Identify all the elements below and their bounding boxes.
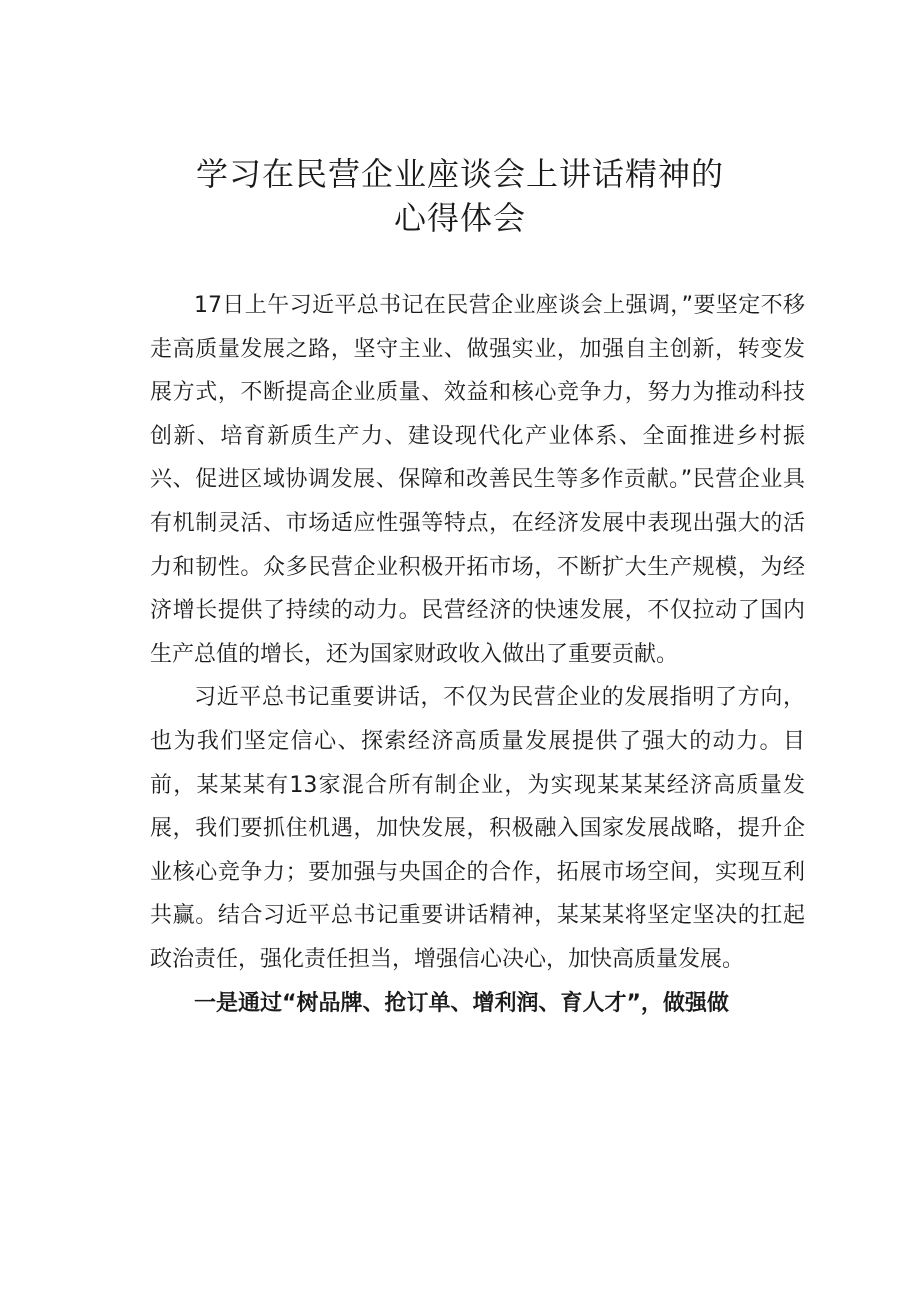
paragraph-1: 17日上午习近平总书记在民营企业座谈会上强调，”要坚定不移走高质量发展之路，坚守主业、做强实业，加强自主创新，转变发展方式，不断提高企业质量、效益和核心竞争力，努力为推动科技创新、培育新质生产力、建设现代化产业体系、全面推进乡村振兴、促进区域协调发展、保障和改善民生等多作贡献。”民营企业具有机制灵活、市场适应性强等特点，在经济发展中表现出强大的活力和韧性。众多民营企业积极开拓市场，不断扩大生产规模，为经济增长提供了持续的动力。民营经济的快速发展，不仅拉动了国内生产总值的增长，还为国家财政收入做出了重要贡献。 xyxy=(150,293,805,667)
paragraph-3-heading: 一是通过“树品牌、抢订单、增利润、育人才”，做强做 xyxy=(194,990,729,1016)
document-title xyxy=(0,152,920,240)
document-body xyxy=(150,284,805,1025)
paragraph-2: 习近平总书记重要讲话，不仅为民营企业的发展指明了方向，也为我们坚定信心、探索经济高质量发展提供了强大的动力。目前，某某某有13家混合所有制企业，为实现某某某经济高质量发展，我们要抓住机遇，加快发展，积极融入国家发展战略，提升企业核心竞争力；要加强与央国企的合作，拓展市场空间，实现互利共赢。结合习近平总书记重要讲话精神，某某某将坚定坚决的扛起政治责任，强化责任担当，增强信心决心，加快高质量发展。 xyxy=(150,685,805,972)
title-line-1: 学习在民营企业座谈会上讲话精神的 xyxy=(195,155,724,193)
title-line-2: 心得体会 xyxy=(393,199,526,237)
